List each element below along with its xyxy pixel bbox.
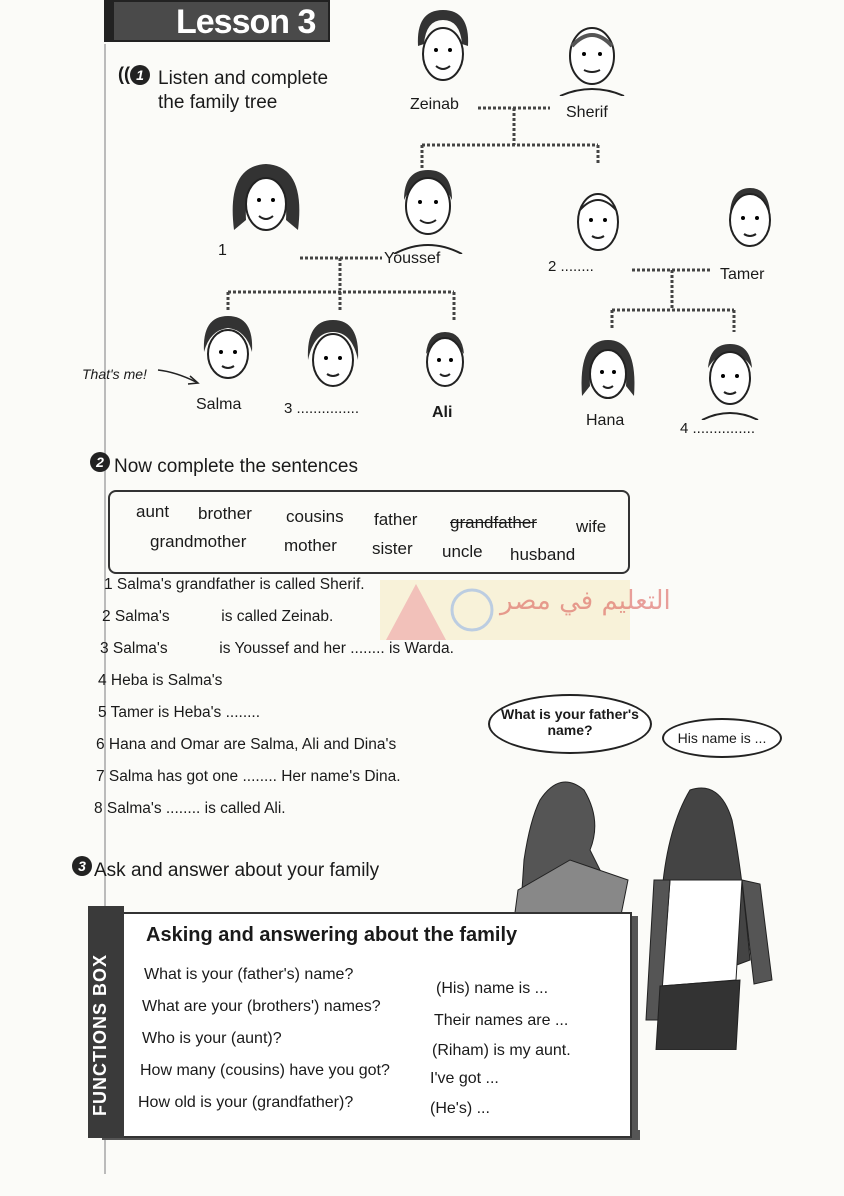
word-cousins: cousins <box>286 507 344 526</box>
sentence-2: 2 Salma's is called Zeinab. <box>102 608 334 625</box>
question-4: How many (cousins) have you got? <box>140 1062 390 1079</box>
functions-box-label: FUNCTIONS BOX <box>90 953 110 1116</box>
question-3: Who is your (aunt)? <box>142 1030 282 1047</box>
word-sister: sister <box>372 539 413 558</box>
hana-portrait <box>578 336 638 412</box>
word-father: father <box>374 510 418 529</box>
blank-4: 4 ............... <box>680 420 756 437</box>
question-2: What are your (brothers') names? <box>142 998 381 1015</box>
question-5: How old is your (grandfather)? <box>138 1094 354 1111</box>
mother-portrait <box>226 160 306 244</box>
zeinab-portrait <box>412 6 474 92</box>
sister-portrait <box>302 316 364 396</box>
exercise3-number-wrap <box>72 856 92 876</box>
exercise2-instruction: Now complete the sentences <box>114 456 358 477</box>
name-ali: Ali <box>432 404 453 421</box>
sentence-1: 1 Salma's grandfather is called Sherif. <box>104 576 365 593</box>
sentence-3: 3 Salma's is Youssef and her ........ is Warda. <box>100 640 454 657</box>
exercise3-number: 3 <box>72 856 92 876</box>
sentence-6: 6 Hana and Omar are Salma, Ali and Dina's <box>96 736 397 753</box>
ali-portrait <box>420 330 470 396</box>
arrow-icon <box>156 366 202 388</box>
word-aunt: aunt <box>136 502 170 521</box>
name-hana: Hana <box>586 412 625 429</box>
cousin-portrait <box>698 340 762 420</box>
answer-1: (His) name is ... <box>436 980 549 997</box>
answer-2: Their names are ... <box>434 1012 569 1029</box>
answer-3: (Riham) is my aunt. <box>432 1042 571 1059</box>
name-youssef: Youssef <box>384 250 441 267</box>
name-salma: Salma <box>196 396 242 413</box>
lesson-title: Lesson 3 <box>104 0 330 42</box>
name-tamer: Tamer <box>720 266 765 283</box>
sentence-5: 5 Tamer is Heba's ........ <box>98 704 261 721</box>
salma-portrait <box>196 312 260 390</box>
exercise1-number: 1 <box>130 65 150 85</box>
word-grandfather: grandfather <box>450 513 537 532</box>
tamer-portrait <box>720 184 780 262</box>
exercise3-instruction: Ask and answer about your family <box>94 860 380 881</box>
word-husband: husband <box>510 545 576 564</box>
sentence-4: 4 Heba is Salma's <box>98 672 223 689</box>
sentence-7: 7 Salma has got one ........ Her name's Dina. <box>96 768 401 785</box>
answer-5: (He's) ... <box>430 1100 490 1117</box>
answer-4: I've got ... <box>430 1070 499 1087</box>
name-sherif: Sherif <box>566 104 608 121</box>
word-mother: mother <box>284 536 337 555</box>
word-grandmother: grandmother <box>150 532 247 551</box>
youssef-portrait <box>390 166 466 254</box>
word-wife: wife <box>576 517 607 536</box>
blank-1: 1 <box>218 242 227 259</box>
blank-2: 2 ........ <box>548 258 594 275</box>
exercise2-number-wrap <box>90 452 110 472</box>
question-1: What is your (father's) name? <box>144 966 354 983</box>
word-brother: brother <box>198 504 252 523</box>
speech-bubble-right: His name is ... <box>662 718 782 758</box>
thats-me-label: That's me! <box>82 366 147 382</box>
functions-box-title: Asking and answering about the family <box>146 924 518 946</box>
word-uncle: uncle <box>442 542 483 561</box>
speech-bubble-left: What is your father's name? <box>488 694 652 754</box>
exercise1-instruction-1: Listen and complete <box>158 68 329 89</box>
sentence-8: 8 Salma's ........ is called Ali. <box>94 800 286 817</box>
name-zeinab: Zeinab <box>410 96 459 113</box>
blank-3: 3 ............... <box>284 400 360 417</box>
aunt-portrait <box>572 188 624 254</box>
audio-icon: (( <box>118 64 130 84</box>
exercise2-number: 2 <box>90 452 110 472</box>
watermark-text: التعليم في مصر <box>500 586 671 616</box>
sherif-portrait <box>556 16 628 96</box>
exercise1-instruction-2: the family tree <box>158 92 278 113</box>
